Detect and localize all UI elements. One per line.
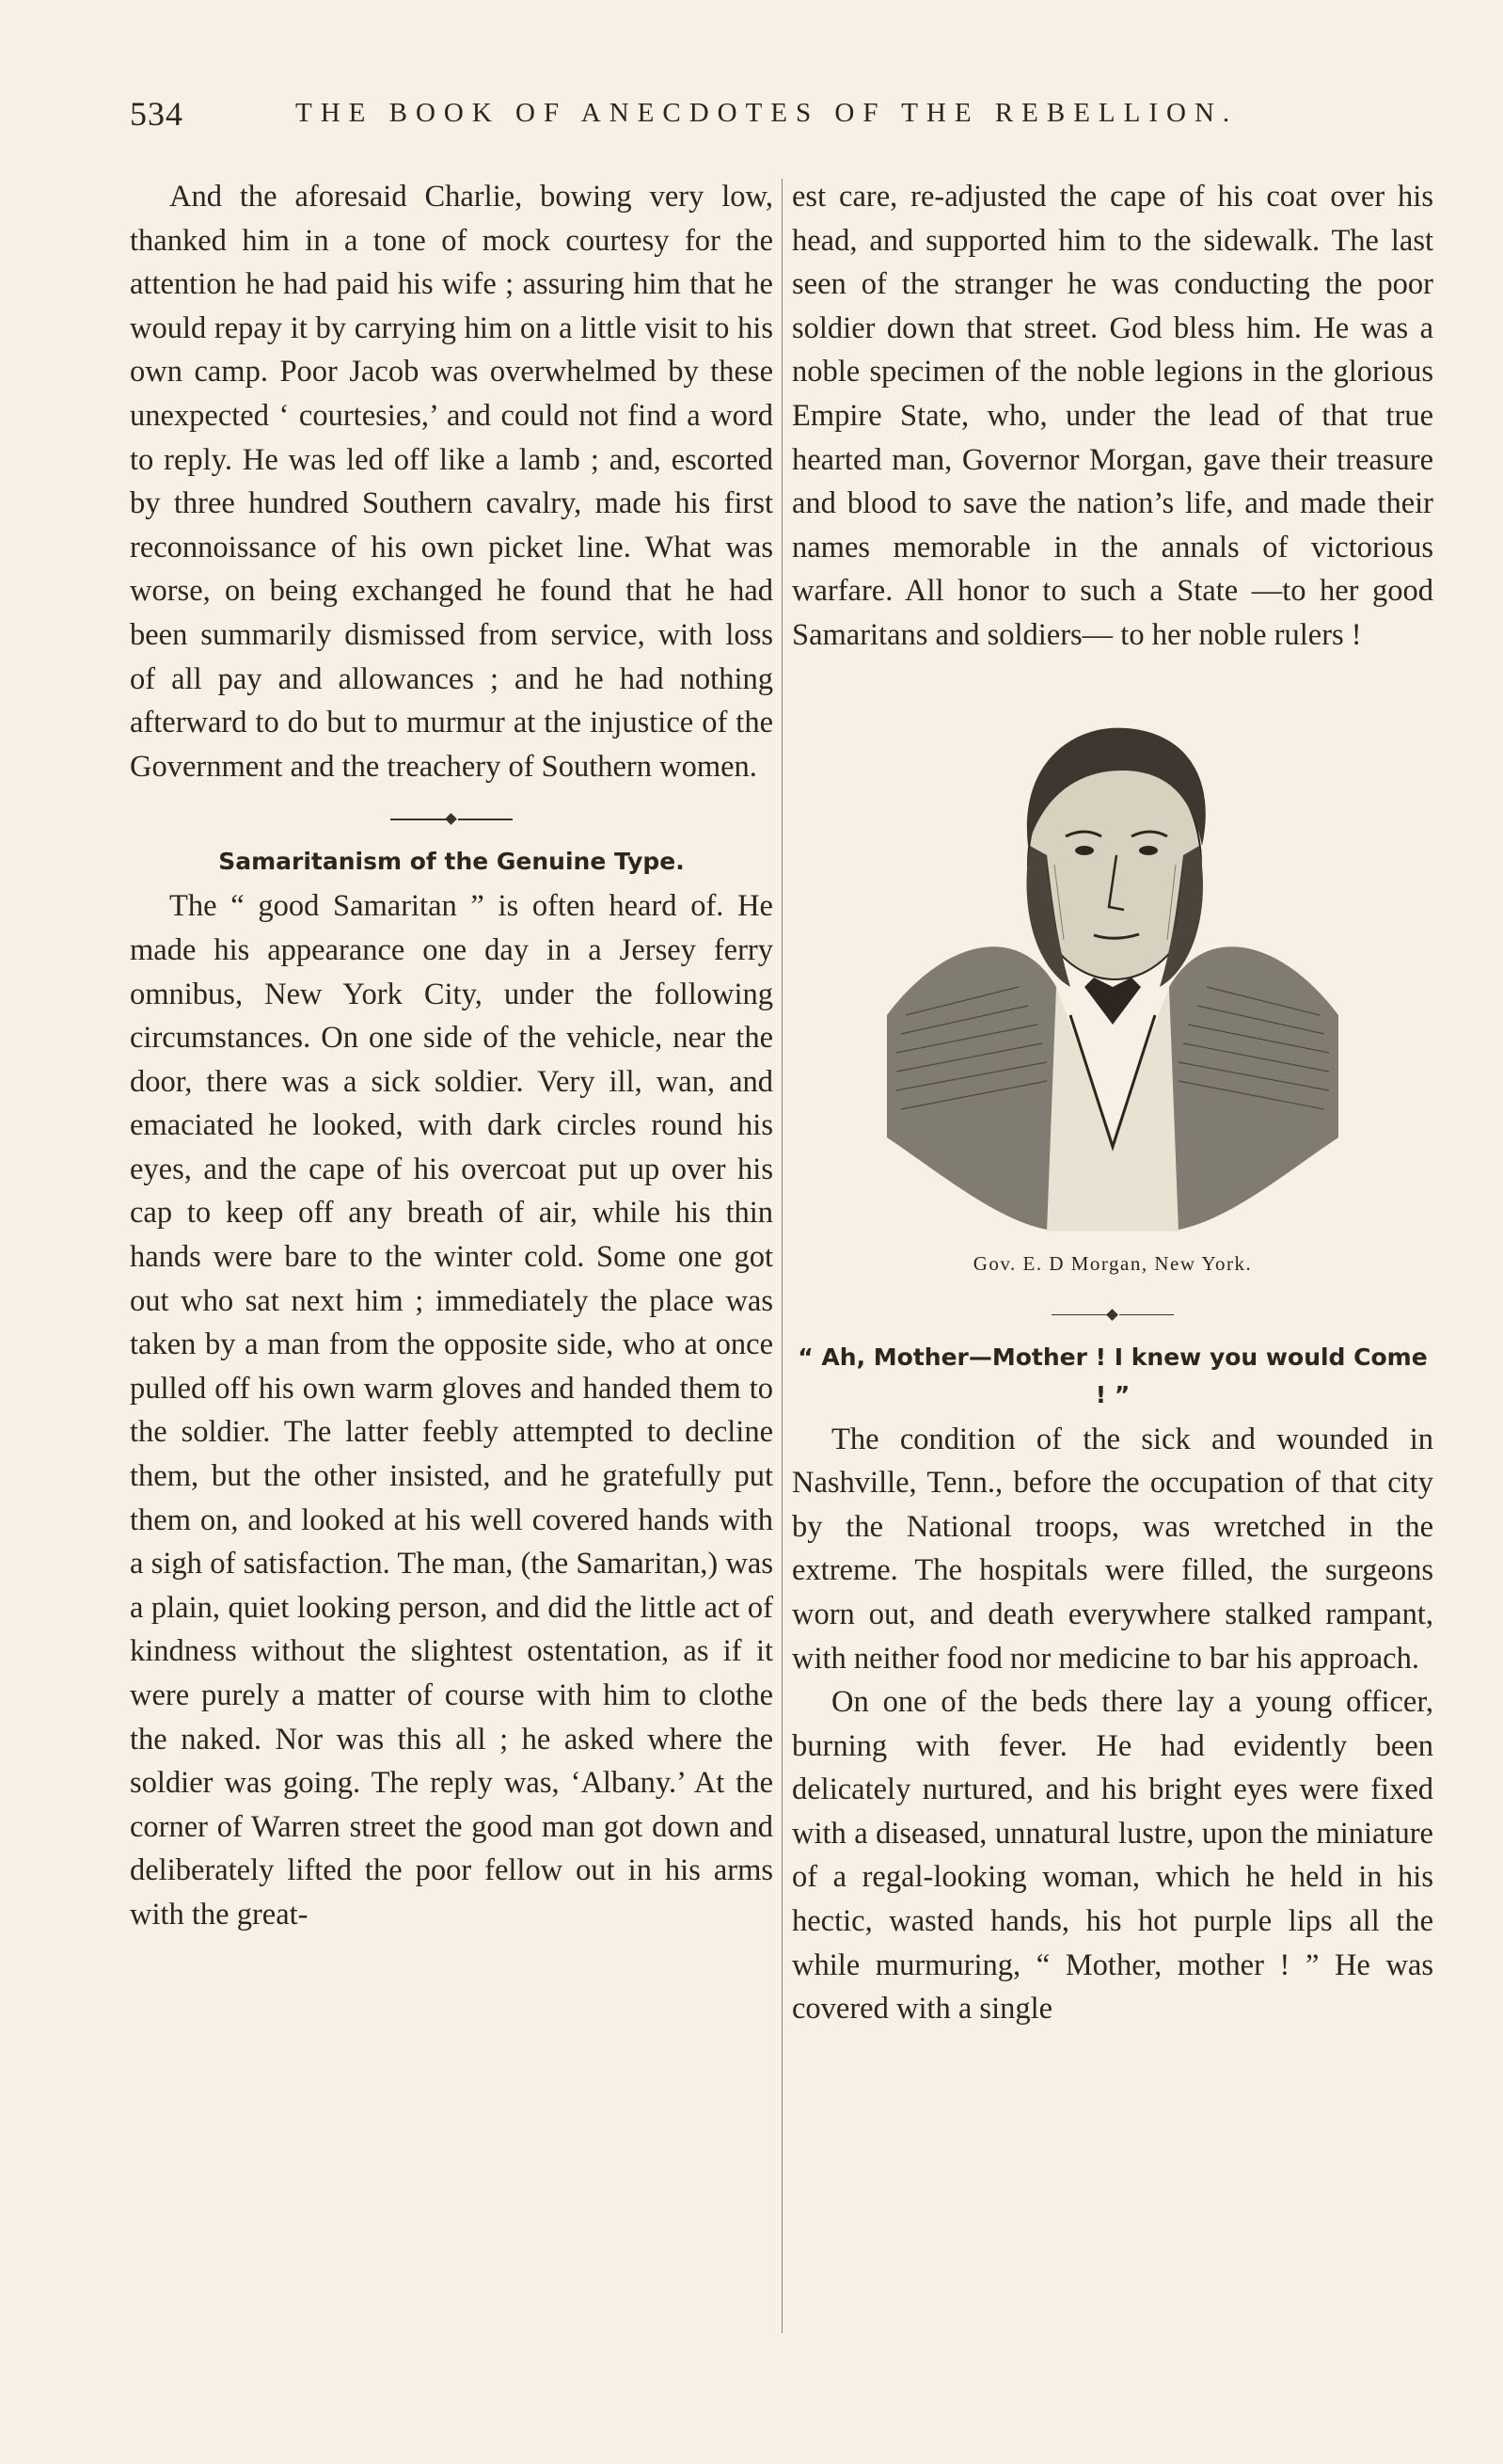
paragraph: The condition of the sick and wounded in Nashville, Tenn., before the occupation of that city by the National troops, was wretched in the extreme. The hospitals were filled, the surgeons worn out, and death everywhere stalked rampant, with neither food nor medicine to bar his approach. <box>792 1422 1433 1676</box>
portrait-caption: Gov. E. D Morgan, New York. <box>973 1251 1253 1275</box>
section-ornament <box>1052 1305 1174 1326</box>
portrait-illustration <box>868 705 1357 1260</box>
column-divider <box>782 179 783 2333</box>
paragraph: And the aforesaid Charlie, bowing very low, thanked him in a tone of mock courtesy for the attention he had paid his wife ; assuring him that he would repay it by carrying him on a little visit to his own camp. Poor Jacob was overwhelmed by these unexpected ‘ courtesies,’ and could not find a word to reply. He was led off like a lamb ; and, escorted by three hundred Southern cavalry, made his first reconnoissance of his own picket line. What was worse, on being exchanged he found that he had been summarily dismissed from service, with loss of all pay and allowances ; and he had nothing afterward to do but to murmur at the injustice of the Government and the treachery of Southern women. <box>130 180 773 784</box>
right-column <box>792 175 1433 2031</box>
section-ornament <box>390 809 513 830</box>
paragraph: The “ good Samaritan ” is often heard of. He made his appearance one day in a Jersey ferry omnibus, New York City, under the following circumstances. On one side of the vehicle, near the door, there was a sick soldier. Very ill, wan, and emaciated he looked, with dark circles round his eyes, and the cape of his overcoat put up over his cap to keep off any breath of air, while his thin hands were bare to the winter cold. Some one got out who sat next him ; immediately the place was taken by a man from the opposite side, who at once pulled off his own warm gloves and handed them to the soldier. The latter feebly attempted to decline them, but the other insisted, and he gratefully put them on, and looked at his well covered hands with a sigh of satisfaction. The man, (the Samaritan,) was a plain, quiet looking person, and did the little act of kindness without the slightest ostentation, as if it were purely a matter of course with him to clothe the naked. Nor was this all ; he asked where the soldier was going. The reply was, ‘Albany.’ At the corner of Warren street the good man got down and deliberately lifted the poor fellow out in his arms with the great- <box>130 889 773 1931</box>
paragraph: est care, re-adjusted the cape of his coat over his head, and supported him to the sidewalk. The last seen of the stranger he was conducting the poor soldier down that street. God bless him. He was a noble specimen of the noble legions in the glorious Empire State, who, under the lead of that true hearted man, Governor Morgan, gave their treasure and blood to save the nation’s life, and made their names memorable in the annals of victorious warfare. All honor to such a State —to her good Samaritans and soldiers— to her noble rulers ! <box>792 180 1433 652</box>
left-column <box>130 175 773 1937</box>
section-title: Samaritanism of the Genuine Type. <box>218 848 685 876</box>
section-title: “ Ah, Mother—Mother ! I knew you would Come ! ” <box>798 1343 1428 1408</box>
portrait-engraving <box>868 705 1357 1279</box>
paragraph: On one of the beds there lay a young officer, burning with fever. He had evidently been delicately nurtured, and his bright eyes were fixed with a diseased, unnatural lustre, upon the miniature of a regal-looking woman, which he held in his hectic, wasted hands, his hot purple lips all the while murmuring, “ Mother, mother ! ” He was covered with a single <box>792 1685 1433 2027</box>
page-header <box>130 94 1287 141</box>
running-title: THE BOOK OF ANECDOTES OF THE REBELLION. <box>295 98 1239 128</box>
page-number: 534 <box>130 95 183 133</box>
